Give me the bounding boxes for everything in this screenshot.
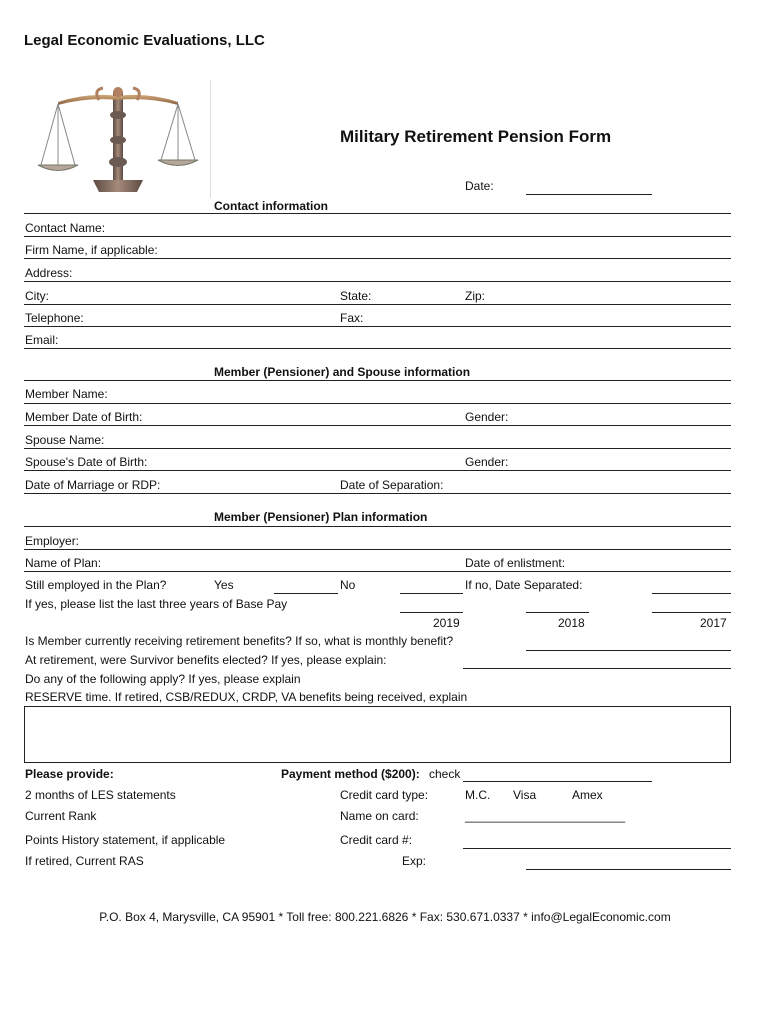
- payment-method-title: Payment method ($200):: [281, 767, 420, 781]
- member-gender-label: Gender:: [465, 410, 509, 424]
- if-no-label: If no, Date Separated:: [465, 578, 583, 592]
- card-option-mc[interactable]: M.C.: [465, 788, 491, 802]
- firm-name-label: Firm Name, if applicable:: [25, 243, 158, 257]
- following-label: Do any of the following apply? If yes, please explain: [25, 672, 301, 686]
- footer-contact: P.O. Box 4, Marysville, CA 95901 * Toll free: 800.221.6826 * Fax: 530.671.0337 * info@LegalEconomic.com: [99, 910, 671, 924]
- zip-label: Zip:: [465, 289, 486, 303]
- card-type-label: Credit card type:: [340, 788, 429, 802]
- spouse-gender-label: Gender:: [465, 455, 509, 469]
- firm-name: Legal Economic Evaluations, LLC: [24, 32, 265, 49]
- employer-field[interactable]: [24, 549, 731, 550]
- date-separated-field[interactable]: [652, 593, 731, 594]
- fax-label: Fax:: [340, 311, 364, 325]
- base-pay-2017-field[interactable]: [652, 612, 731, 613]
- spouse-dob-label: Spouse's Date of Birth:: [25, 455, 148, 469]
- firm-name-field[interactable]: [24, 258, 731, 259]
- name-on-card-field[interactable]: ________________________: [465, 809, 626, 823]
- year-2018: 2018: [558, 616, 585, 630]
- separation-date-label: Date of Separation:: [340, 478, 444, 492]
- provide-item: If retired, Current RAS: [25, 854, 144, 868]
- no-label: No: [340, 578, 356, 592]
- check-label: check: [429, 767, 461, 781]
- date-label: Date:: [465, 179, 494, 193]
- provide-item: Points History statement, if applicable: [25, 833, 226, 847]
- contact-name-field[interactable]: [24, 236, 731, 237]
- base-pay-2019-field[interactable]: [400, 612, 463, 613]
- divider: [24, 380, 731, 381]
- employer-label: Employer:: [25, 534, 80, 548]
- card-number-field[interactable]: [463, 848, 731, 849]
- divider: [24, 213, 731, 214]
- provide-item: Current Rank: [25, 809, 97, 823]
- retirement-benefits-label: Is Member currently receiving retirement benefits? If so, what is monthly benefit?: [25, 634, 454, 648]
- member-dob-field[interactable]: [24, 425, 731, 426]
- scales-of-justice-icon: [33, 80, 211, 198]
- address-label: Address:: [25, 266, 73, 280]
- address-field[interactable]: [24, 281, 731, 282]
- plan-section-title: Member (Pensioner) Plan information: [214, 510, 428, 524]
- city-state-zip-field[interactable]: [24, 304, 731, 305]
- yes-label: Yes: [214, 578, 234, 592]
- name-on-card-label: Name on card:: [340, 809, 419, 823]
- plan-name-label: Name of Plan:: [25, 556, 102, 570]
- form-title: Military Retirement Pension Form: [340, 127, 612, 146]
- card-option-visa[interactable]: Visa: [513, 788, 537, 802]
- still-employed-label: Still employed in the Plan?: [25, 578, 167, 592]
- telephone-fax-field[interactable]: [24, 326, 731, 327]
- base-pay-2018-field[interactable]: [526, 612, 589, 613]
- member-section-title: Member (Pensioner) and Spouse information: [214, 365, 471, 379]
- yes-field[interactable]: [274, 593, 338, 594]
- check-field[interactable]: [463, 781, 652, 782]
- no-field[interactable]: [400, 593, 463, 594]
- state-label: State:: [340, 289, 372, 303]
- exp-field[interactable]: [526, 869, 731, 870]
- please-provide-title: Please provide:: [25, 767, 114, 781]
- survivor-field[interactable]: [463, 668, 731, 669]
- marriage-date-label: Date of Marriage or RDP:: [25, 478, 161, 492]
- enlistment-label: Date of enlistment:: [465, 556, 566, 570]
- member-name-field[interactable]: [24, 403, 731, 404]
- year-2017: 2017: [700, 616, 727, 630]
- reserve-label: RESERVE time. If retired, CSB/REDUX, CRDP, VA benefits being received, explain: [25, 690, 468, 704]
- spouse-dob-field[interactable]: [24, 470, 731, 471]
- base-pay-label: If yes, please list the last three years of Base Pay: [25, 597, 288, 611]
- plan-name-field[interactable]: [24, 571, 731, 572]
- contact-name-label: Contact Name:: [25, 221, 106, 235]
- spouse-name-field[interactable]: [24, 448, 731, 449]
- member-dob-label: Member Date of Birth:: [25, 410, 143, 424]
- telephone-label: Telephone:: [25, 311, 84, 325]
- email-field[interactable]: [24, 348, 731, 349]
- city-label: City:: [25, 289, 49, 303]
- explanation-textarea[interactable]: [24, 706, 731, 763]
- date-field[interactable]: [526, 194, 652, 195]
- exp-label: Exp:: [402, 854, 427, 868]
- year-2019: 2019: [433, 616, 460, 630]
- card-option-amex[interactable]: Amex: [572, 788, 603, 802]
- monthly-benefit-field[interactable]: [526, 650, 731, 651]
- card-number-label: Credit card #:: [340, 833, 413, 847]
- marriage-separation-field[interactable]: [24, 493, 731, 494]
- survivor-label: At retirement, were Survivor benefits elected? If yes, please explain:: [25, 653, 387, 667]
- provide-item: 2 months of LES statements: [25, 788, 176, 802]
- spouse-name-label: Spouse Name:: [25, 433, 105, 447]
- contact-section-title: Contact information: [214, 199, 328, 213]
- member-name-label: Member Name:: [25, 387, 108, 401]
- divider: [24, 526, 731, 527]
- email-label: Email:: [25, 333, 59, 347]
